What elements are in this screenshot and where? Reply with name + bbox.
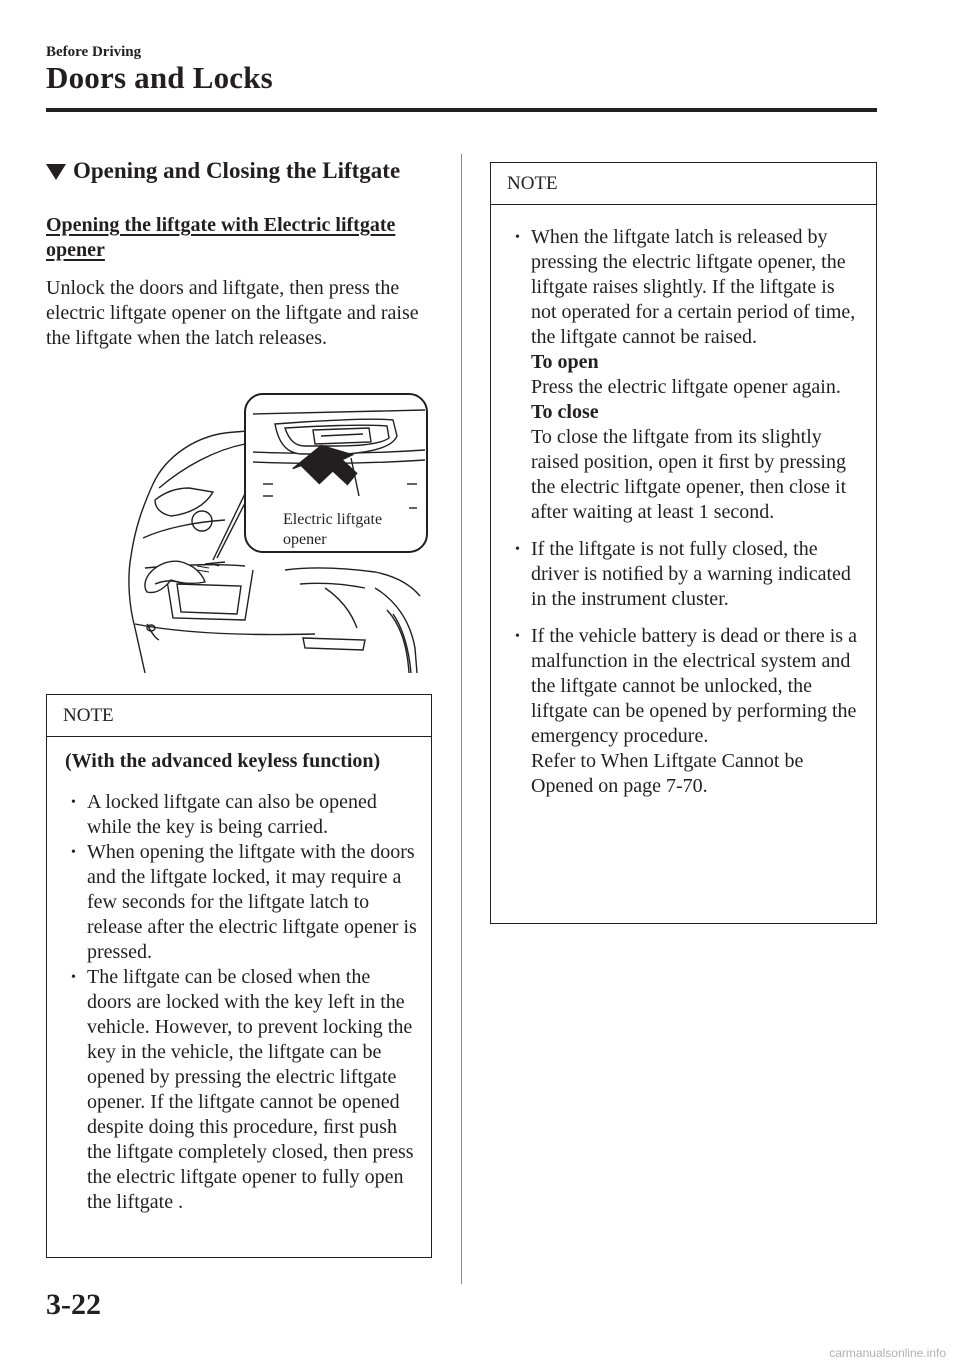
liftgate-illustration — [125, 388, 435, 673]
note-list — [505, 225, 864, 799]
note-box-right — [490, 162, 877, 924]
list-item: • A locked liftgate can also be opened while the key is being carried. — [61, 790, 419, 840]
list-item: • When opening the liftgate with the doors and the liftgate locked, it may require a few seconds for the liftgate latch to release after the electric liftgate opener is pressed. — [61, 840, 419, 965]
callout-label-line2: opener — [283, 531, 327, 548]
section-heading — [46, 158, 400, 184]
note-body — [491, 205, 876, 799]
header-rule — [46, 108, 877, 112]
note-box-left — [46, 694, 432, 1258]
column-divider — [461, 154, 462, 1284]
chapter-title: Doors and Locks — [46, 60, 273, 95]
to-close-text: To close the liftgate from its slightly raised position, open it ﬁrst by pressing the electric liftgate opener, then close it after waiting at least 1 second. — [531, 426, 847, 523]
section-heading-text: Opening and Closing the Liftgate — [73, 158, 401, 183]
intro-paragraph: Unlock the doors and liftgate, then press the electric liftgate opener on the liftgate and raise the liftgate when the latch releases. — [46, 277, 419, 349]
note-body — [47, 737, 431, 1215]
list-item-text: • When the liftgate latch is released by pressing the electric liftgate opener, the liftgate raises slightly. If the liftgate is not operated for a certain period of time, the liftgate cannot be raised. — [531, 226, 856, 348]
to-open-text: Press the electric liftgate opener again. — [531, 376, 841, 398]
list-item-text: • If the vehicle battery is dead or there is a malfunction in the electrical system and the liftgate cannot be unlocked, the liftgate can be opened by performing the emergency procedure. — [531, 625, 857, 747]
section-label: Before Driving — [46, 44, 142, 60]
page-number: 3-22 — [46, 1288, 101, 1321]
watermark: carmanualsonline.info — [829, 1346, 946, 1360]
note-list — [61, 790, 419, 1215]
list-item — [505, 225, 864, 525]
note-subheading: (With the advanced keyless function) — [65, 750, 381, 772]
callout-label-line1: Electric liftgate — [283, 511, 383, 528]
to-close-label: To close — [531, 401, 599, 423]
list-item: • If the liftgate is not fully closed, the driver is notiﬁed by a warning indicated in the instrument cluster. — [505, 537, 864, 612]
list-item: • The liftgate can be closed when the doors are locked with the key left in the vehicle. However, to prevent locking the key in the vehicle, the liftgate can be opened by pressing the electric liftgate opener. If the liftgate cannot be opened despite doing this procedure, ﬁrst push the liftgate completely closed, then press the electric liftgate opener to fully open the liftgate . — [61, 965, 419, 1215]
subsection-heading: Opening the liftgate with Electric liftgate opener — [46, 214, 396, 261]
note-label: NOTE — [47, 695, 431, 737]
page-reference: Refer to When Liftgate Cannot be Opened on page 7-70. — [531, 750, 804, 797]
triangle-bullet-icon — [46, 164, 66, 180]
note-label: NOTE — [491, 163, 876, 205]
list-item — [505, 624, 864, 799]
hand-pressing-opener — [145, 561, 205, 592]
to-open-label: To open — [531, 351, 599, 373]
